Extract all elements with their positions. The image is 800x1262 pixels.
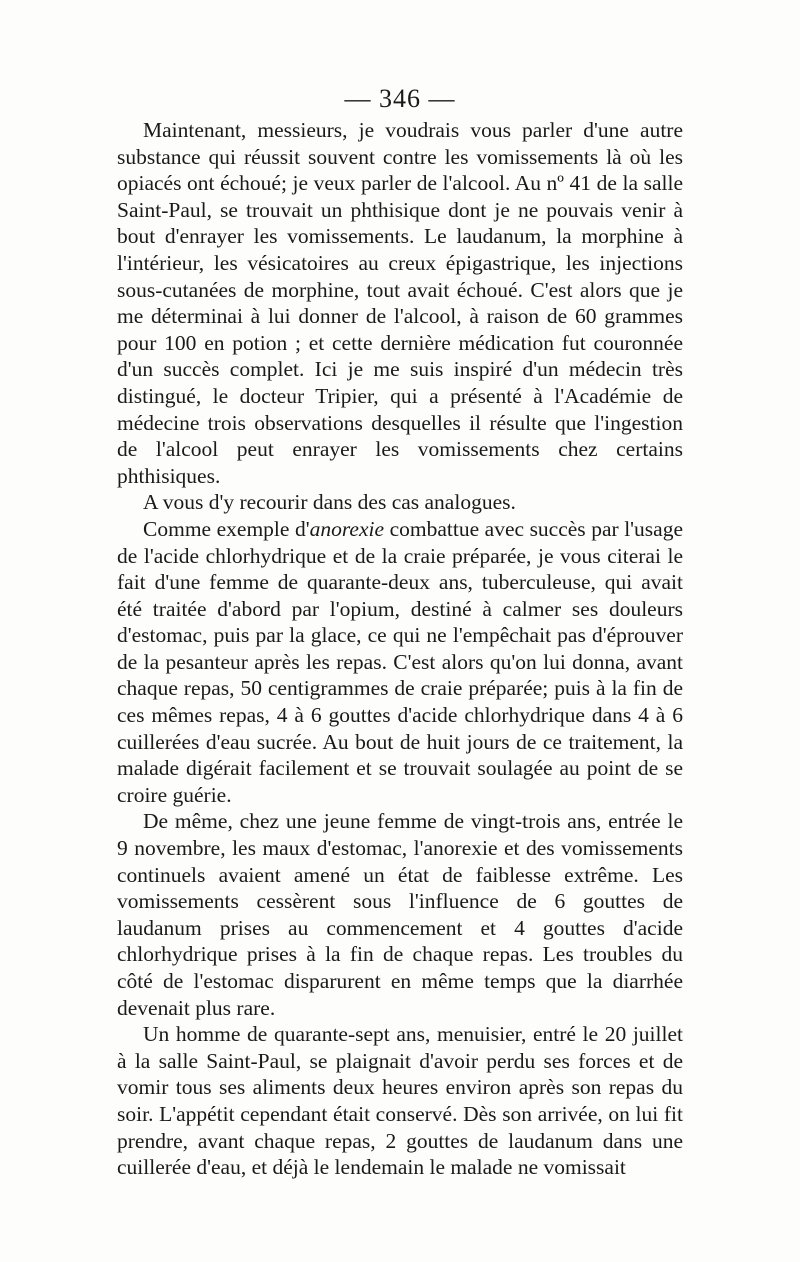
italic-term-anorexie: anorexie [309,516,385,541]
paragraph-anorexia-lead: Comme exemple d' [143,516,310,541]
paragraph-young-woman: De même, chez une jeune femme de vingt-trois ans, entrée le 9 novembre, les maux d'estomac, l'anorexie et des vomissements continuels avaient amené un état de faiblesse extrême. Les vomissements cessèrent sous l'influence de 6 gouttes de laudanum prises au commencement et 4 gouttes d'acide chlorhydrique prises à la fin de chaque repas. Les troubles du côté de l'estomac disparurent en même temps que la diarrhée devenait plus rare. [117,809,683,1020]
paragraph-analogous-cases: A vous d'y recourir dans des cas analogues. [143,490,516,515]
paragraph-carpenter: Un homme de quarante-sept ans, menuisier, entré le 20 juillet à la salle Saint-Paul, se plaignait d'avoir perdu ses forces et de vomir tous ses aliments deux heures environ après son repas du soir. L'appétit cependant était conservé. Dès son arrivée, on lui fit prendre, avant chaque repas, 2 gouttes de laudanum dans une cuillerée d'eau, et déjà le lendemain le malade ne vomissait [117,1022,683,1180]
paragraph-anorexia-body: combattue avec succès par l'usage de l'acide chlorhydrique et de la craie préparée, je vous citerai le fait d'une femme de quarante-deux ans, tuberculeuse, qui avait été traitée d'abord par l'opium, destiné à calmer ses douleurs d'estomac, puis par la glace, ce qui ne l'empêchait pas d'éprouver de la pesanteur après les repas. C'est alors qu'on lui donna, avant chaque repas, 50 centigrammes de craie préparée; puis à la fin de ces mêmes repas, 4 à 6 gouttes d'acide chlorhydrique dans 4 à 6 cuillerées d'eau sucrée. Au bout de huit jours de ce traitement, la malade digérait facilement et se trouvait soulagée au point de se croire guérie. [117,516,684,807]
paragraph-alcohol: Maintenant, messieurs, je voudrais vous parler d'une autre substance qui réussit souvent contre les vomissements là où les opiacés ont échoué; je veux parler de l'alcool. Au nº 41 de la salle Saint-Paul, se trouvait un phthisique dont je ne pouvais venir à bout d'enrayer les vomissements. Le laudanum, la morphine à l'intérieur, les vésicatoires au creux épigastrique, les injections sous-cutanées de morphine, tout avait échoué. C'est alors que je me déterminai à lui donner de l'alcool, à raison de 60 grammes pour 100 en potion ; et cette dernière médication fut couronnée d'un succès complet. Ici je me suis inspiré d'un médecin très distingué, le docteur Tripier, qui a présenté à l'Académie de médecine trois observations desquelles il résulte que l'ingestion de l'alcool peut enrayer les vomissements chez certains phthisiques. [117,118,683,488]
page-number: — 346 — [344,84,456,113]
body-text [117,117,683,1181]
paragraph-anorexia-example [117,516,683,809]
